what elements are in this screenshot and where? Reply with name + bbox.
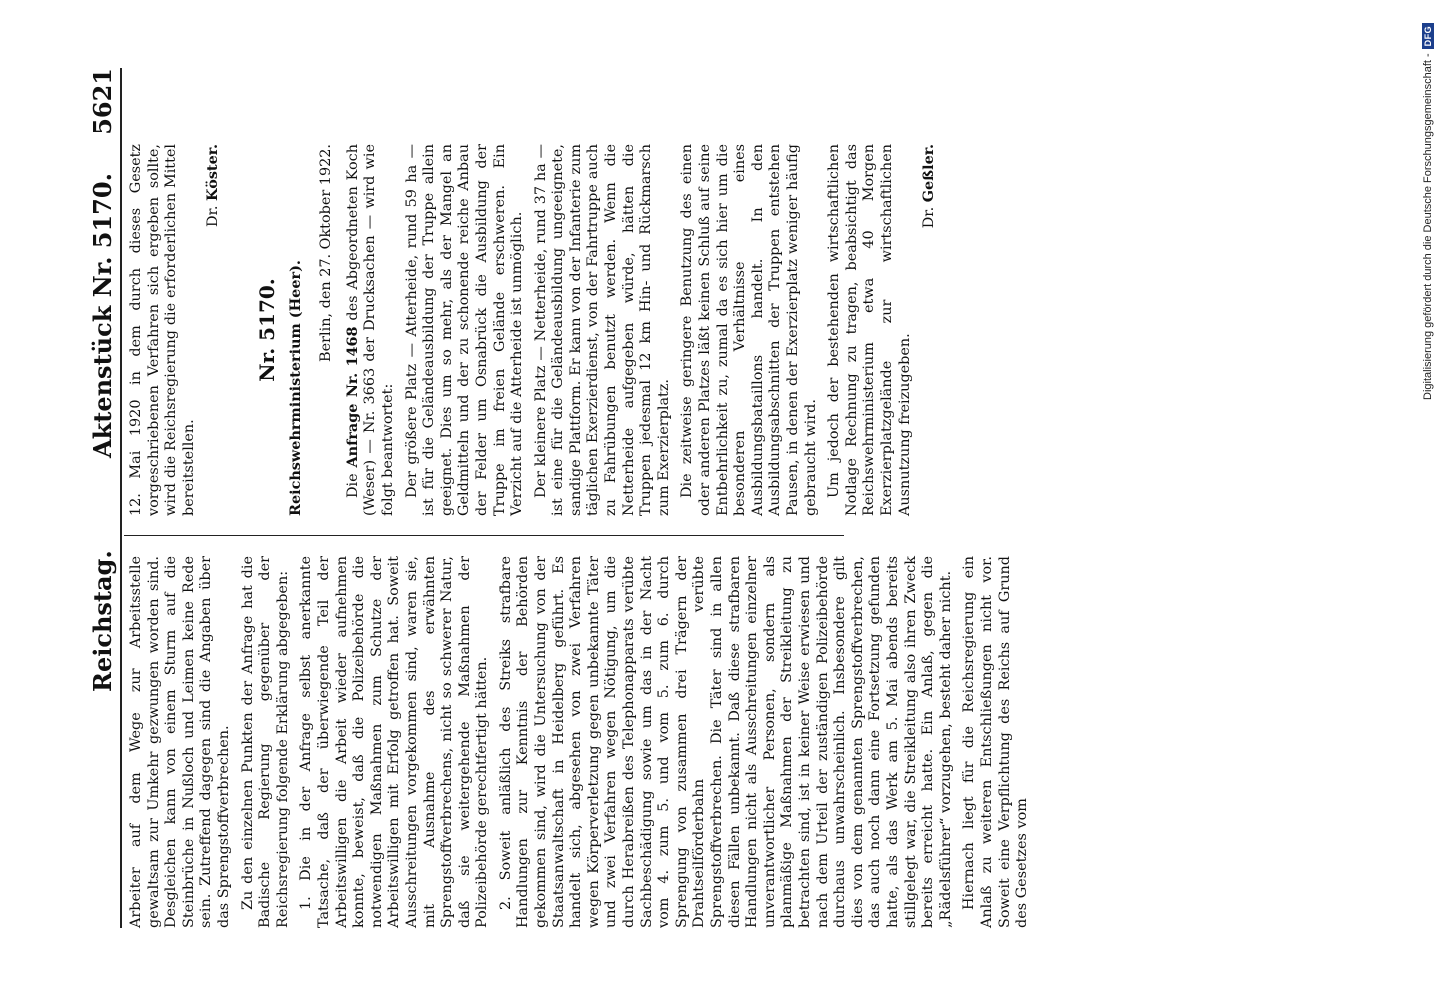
credit-text: Digitalisierung gefördert durch die Deutsche Forschungsgemeinschaft - xyxy=(1422,53,1434,400)
dfg-logo: DFG xyxy=(1422,23,1434,50)
paragraph: Hiernach liegt für die Reichsregierung ein Anlaß zu weiteren Entschließungen nicht vor. Soweit eine Verpflichtung des Reichs auf Grund des Gesetzes vom xyxy=(961,556,1031,928)
answer-reference: Anfrage Nr. 1468 xyxy=(343,326,361,468)
document-page xyxy=(84,68,1031,928)
signature-koester xyxy=(204,144,223,516)
date-line: Berlin, den 27. Oktober 1922. xyxy=(318,144,335,362)
paragraph: Um jedoch der bestehenden wirtschaftlichen Notlage Rechnung zu tragen, beabsichtigt das Reichswehrministerium etwa 40 Morgen Exerzierplatzgelände zur wirtschaftlichen Ausnutzung freizugeben. xyxy=(826,144,913,516)
signature-name: Geßler. xyxy=(920,144,938,203)
paragraph: 12. Mai 1920 in dem durch dieses Gesetz vorgeschriebenen Verfahren sich ergeben sollte, wird die Reichsregierung die erforderlichen Mittel bereitstellen. xyxy=(128,144,197,516)
signature-name: Köster. xyxy=(204,144,222,201)
title-prefix: Nr. xyxy=(254,347,279,382)
paragraph: 2. Soweit anläßlich des Streiks strafbare Handlungen zur Kenntnis der Behörden gekommen sind, wird die Untersuchung von der Staatsanwaltschaft in Heidelberg geführt. Es handelt sich, abgesehen von zwei Verfahren wegen Körperverletzung gegen unbekannte Täter und zwei Verfahren wegen Nötigung, um die durch Herabreißen des Telephonapparats verübte Sachbeschädigung sowie um das in der Nacht vom 4. zum 5. und vom 5. zum 6. durch Sprengung von zusammen drei Trägern der Drahtseilförderbahn verübte Sprengstoffverbrechen. Die Täter sind in allen diesen Fällen unbekannt. Daß diese strafbaren Handlungen nicht als Ausschreitungen einzelner unverantwortlicher Personen, sondern als planmäßige Maßnahmen der Streikleitung zu betrachten sind, ist in keiner Weise erwiesen und nach dem Urteil der zuständigen Polizeibehörde durchaus unwahrscheinlich. Insbesondere gilt dies von dem genannten Sprengstoffverbrechen, das auch noch dann eine Fortsetzung gefunden hatte, als das Werk am 5. Mai abends bereits stillgelegt war, die Streikleitung also ihren Zweck bereits erreicht hatte. Ein Anlaß, gegen die „Rädelsführer“ vorzugehen, besteht daher nicht. xyxy=(497,556,954,928)
document-number-title xyxy=(254,144,279,516)
answer-intro xyxy=(344,144,398,516)
answer-pre: Die xyxy=(344,467,361,498)
paragraph: Arbeiter auf dem Wege zur Arbeitsstelle gewaltsam zur Umkehr gezwungen worden sind. Desgleichen kann von einem Sturm auf die Steinbrüche in Nußloch und Leimen keine Rede sein. Zutreffend dagegen sind die Angaben über das Sprengstoffverbrechen. xyxy=(128,556,232,928)
title-number: 5170. xyxy=(254,278,279,348)
signature-prefix: Dr. xyxy=(921,202,938,229)
signature-gessler xyxy=(920,144,939,516)
right-column xyxy=(128,144,949,516)
ministry-heading: Reichswehrministerium (Heer). xyxy=(286,260,304,516)
paragraph: Die zeitweise geringere Benutzung des einen oder anderen Platzes läßt keinen Schluß auf seine Entbehrlichkeit zu, zumal da es sich hier um die besonderen Verhältnisse eines Ausbildungsbataillons handelt. In den Ausbildungsabschnitten der Truppen entstehen Pausen, in denen der Exerzierplatz weniger häufig gebraucht wird. xyxy=(679,144,819,516)
column-divider xyxy=(124,535,844,536)
header-left: Reichstag. xyxy=(88,550,117,692)
paragraph: Der größere Platz — Atterheide, rund 59 ha — ist für die Geländeausbildung der Truppe allein geeignet. Dies um so mehr, als der Mangel an Geldmitteln und der zu schonende reiche Anbau der Felder um Osnabrück die Ausbildung der Truppe im freien Gelände erschweren. Ein Verzicht auf die Atterheide ist unmöglich. xyxy=(403,144,526,516)
left-column xyxy=(128,556,1038,928)
paragraph: Zu den einzelnen Punkten der Anfrage hat die Badische Regierung gegenüber der Reichsregierung folgende Erklärung abgegeben: xyxy=(239,556,291,928)
side-credit xyxy=(1418,8,1434,408)
answer-post: des Abgeordneten Koch (Weser) — Nr. 3663 der Drucksachen — wird wie folgt beantwortet: xyxy=(344,144,396,516)
header-title: Aktenstück Nr. 5170. xyxy=(88,173,117,458)
paragraph: 1. Die in der Anfrage selbst anerkannte Tatsache, daß der überwiegende Teil der Arbeitswilligen die Arbeit wieder aufnehmen konnte, beweist, daß die Polizeibehörde die notwendigen Maßnahmen zum Schutze der Arbeitswilligen mit Erfolg getroffen hat. Soweit Ausschreitungen vorgekommen sind, waren sie, mit Ausnahme des erwähnten Sprengstoffverbrechens, nicht so schwerer Natur, daß sie weitergehende Maßnahmen der Polizeibehörde gerechtfertigt hätten. xyxy=(298,556,491,928)
paragraph: Der kleinere Platz — Netterheide, rund 37 ha — ist eine für die Geländeausbildung ungeeignete, sandige Plattform. Er kann von der Infanterie zum täglichen Exerzierdienst, von der Fahrtruppe auch zu Fahrübungen benutzt werden. Wenn die Netterheide aufgegeben würde, hätten die Truppen jedesmal 12 km Hin- und Rückmarsch zum Exerzierplatz. xyxy=(532,144,672,516)
signature-prefix: Dr. xyxy=(205,200,222,227)
page-header xyxy=(84,68,122,928)
page-number: 5621 xyxy=(88,68,117,135)
